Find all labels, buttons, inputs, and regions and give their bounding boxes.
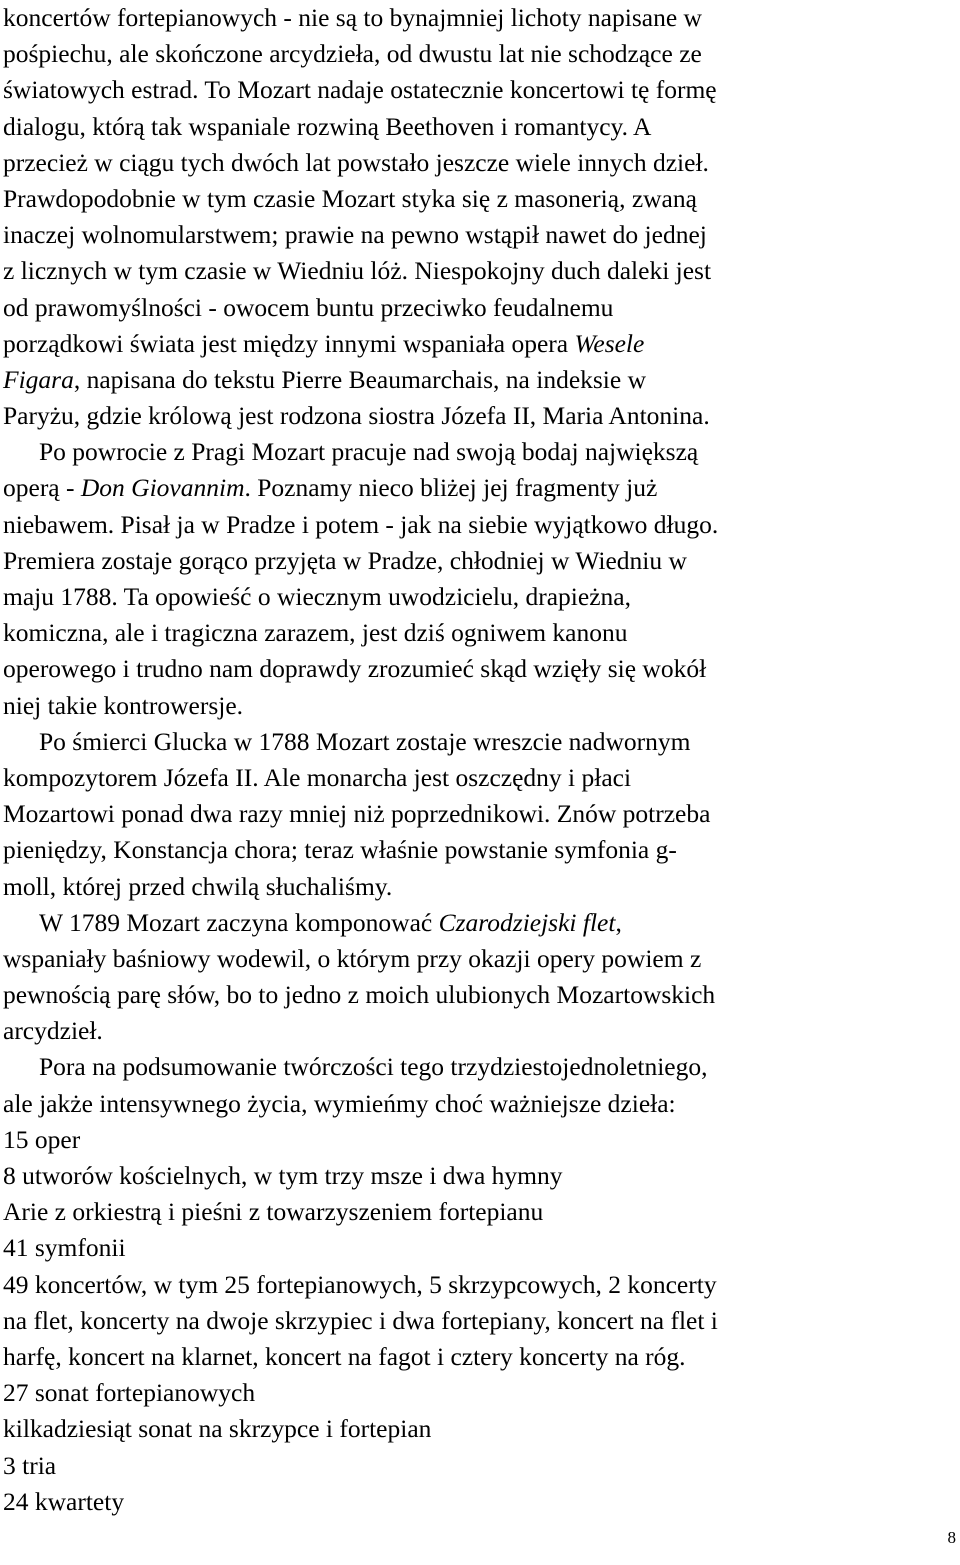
text-line — [3, 362, 955, 398]
text-line — [3, 1411, 955, 1447]
text-line — [3, 1484, 955, 1520]
text-segment: 15 oper — [3, 1124, 81, 1154]
body-text — [3, 0, 955, 1520]
italic-title: Czarodziejski flet — [438, 907, 616, 937]
italic-title: Figara — [3, 364, 74, 394]
text-line — [3, 905, 955, 941]
text-segment: przecież w ciągu tych dwóch lat powstało jeszcze wiele innych dzieł. — [3, 147, 709, 177]
text-segment: harfę, koncert na klarnet, koncert na fagot i cztery koncerty na róg. — [3, 1341, 686, 1371]
text-segment: Paryżu, gdzie królową jest rodzona siostra Józefa II, Maria Antonina. — [3, 401, 710, 431]
text-segment: Arie z orkiestrą i pieśni z towarzyszeniem fortepianu — [3, 1197, 544, 1227]
text-segment: Prawdopodobnie w tym czasie Mozart styka się z masonerią, zwaną — [3, 183, 697, 213]
text-segment: 41 symfonii — [3, 1233, 126, 1263]
text-line — [3, 1049, 955, 1085]
text-line — [3, 1086, 955, 1122]
text-line — [3, 217, 955, 253]
text-segment: operą - — [3, 473, 81, 503]
text-line — [3, 1303, 955, 1339]
text-segment: pośpiechu, ale skończone arcydzieła, od dwustu lat nie schodzące ze — [3, 39, 702, 69]
text-segment: . Poznamy nieco bliżej jej fragmenty już — [244, 473, 658, 503]
text-line — [3, 615, 955, 651]
text-segment: Premiera zostaje gorąco przyjęta w Pradze, chłodniej w Wiedniu w — [3, 545, 687, 575]
text-line — [3, 869, 955, 905]
text-line — [3, 1267, 955, 1303]
text-segment: od prawomyślności - owocem buntu przeciwko feudalnemu — [3, 292, 614, 322]
text-line — [3, 651, 955, 687]
text-line — [3, 145, 955, 181]
text-segment: 49 koncertów, w tym 25 fortepianowych, 5 skrzypcowych, 2 koncerty — [3, 1269, 717, 1299]
text-line — [3, 1230, 955, 1266]
text-segment: wspaniały baśniowy wodewil, o którym przy okazji opery powiem z — [3, 943, 702, 973]
text-line — [3, 977, 955, 1013]
text-segment: 24 kwartety — [3, 1486, 125, 1516]
text-segment: moll, której przed chwilą słuchaliśmy. — [3, 871, 393, 901]
text-segment: Po śmierci Glucka w 1788 Mozart zostaje wreszcie nadwornym — [39, 726, 691, 756]
text-line — [3, 1158, 955, 1194]
text-line — [3, 290, 955, 326]
text-line — [3, 543, 955, 579]
text-line — [3, 688, 955, 724]
text-line — [3, 36, 955, 72]
text-line — [3, 724, 955, 760]
text-line — [3, 941, 955, 977]
text-line — [3, 253, 955, 289]
text-line — [3, 326, 955, 362]
page-number: 8 — [947, 1528, 956, 1547]
text-segment: W 1789 Mozart zaczyna komponować — [39, 907, 439, 937]
text-segment: Po powrocie z Pragi Mozart pracuje nad swoją bodaj największą — [39, 437, 699, 467]
text-segment: Mozartowi ponad dwa razy mniej niż poprzednikowi. Znów potrzeba — [3, 799, 711, 829]
text-line — [3, 0, 955, 36]
text-segment: z licznych w tym czasie w Wiedniu lóż. Niespokojny duch daleki jest — [3, 256, 712, 286]
text-line — [3, 1013, 955, 1049]
text-line — [3, 1448, 955, 1484]
text-segment: dialogu, którą tak wspaniale rozwiną Beethoven i romantycy. A — [3, 111, 652, 141]
text-segment: koncertów fortepianowych - nie są to bynajmniej lichoty napisane w — [3, 3, 702, 32]
text-segment: arcydzieł. — [3, 1016, 103, 1046]
text-segment: , napisana do tekstu Pierre Beaumarchais, na indeksie w — [73, 364, 646, 394]
text-line — [3, 1375, 955, 1411]
text-segment: komiczna, ale i tragiczna zarazem, jest dziś ogniwem kanonu — [3, 618, 628, 648]
text-line — [3, 434, 955, 470]
text-line — [3, 1194, 955, 1230]
text-segment: Pora na podsumowanie twórczości tego trzydziestojednoletniego, — [39, 1052, 708, 1082]
italic-title: Don Giovannim — [80, 473, 245, 503]
text-line — [3, 579, 955, 615]
text-line — [3, 398, 955, 434]
text-line — [3, 760, 955, 796]
text-line — [3, 507, 955, 543]
text-segment: pieniędzy, Konstancja chora; teraz właśnie powstanie symfonia g- — [3, 835, 677, 865]
text-line — [3, 72, 955, 108]
text-line — [3, 1122, 955, 1158]
text-segment: 27 sonat fortepianowych — [3, 1378, 256, 1408]
text-line — [3, 181, 955, 217]
text-line — [3, 470, 955, 506]
text-segment: niej takie kontrowersje. — [3, 690, 244, 720]
text-segment: kilkadziesiąt sonat na skrzypce i fortepian — [3, 1414, 432, 1444]
text-segment: 3 tria — [3, 1450, 57, 1480]
text-segment: pewnością parę słów, bo to jedno z moich ulubionych Mozartowskich — [3, 980, 716, 1010]
text-line — [3, 109, 955, 145]
text-segment: na flet, koncerty na dwoje skrzypiec i dwa fortepiany, koncert na flet i — [3, 1305, 718, 1335]
text-segment: 8 utworów kościelnych, w tym trzy msze i dwa hymny — [3, 1161, 563, 1190]
text-line — [3, 832, 955, 868]
text-segment: niebawem. Pisał ja w Pradze i potem - jak na siebie wyjątkowo długo. — [3, 509, 719, 539]
text-segment: , — [615, 907, 622, 937]
text-segment: maju 1788. Ta opowieść o wiecznym uwodzicielu, drapieżna, — [3, 582, 631, 611]
italic-title: Wesele — [574, 328, 645, 358]
text-segment: inaczej wolnomularstwem; prawie na pewno wstąpił nawet do jednej — [3, 220, 707, 250]
text-segment: kompozytorem Józefa II. Ale monarcha jest oszczędny i płaci — [3, 762, 632, 792]
text-line — [3, 796, 955, 832]
text-segment: ale jakże intensywnego życia, wymieńmy choć ważniejsze dzieła: — [3, 1088, 676, 1118]
text-segment: porządkowi świata jest między innymi wspaniała opera — [3, 328, 575, 358]
text-line — [3, 1339, 955, 1375]
text-segment: światowych estrad. To Mozart nadaje ostatecznie koncertowi tę formę — [3, 75, 717, 105]
text-segment: operowego i trudno nam doprawdy zrozumieć skąd wzięły się wokół — [3, 654, 707, 684]
